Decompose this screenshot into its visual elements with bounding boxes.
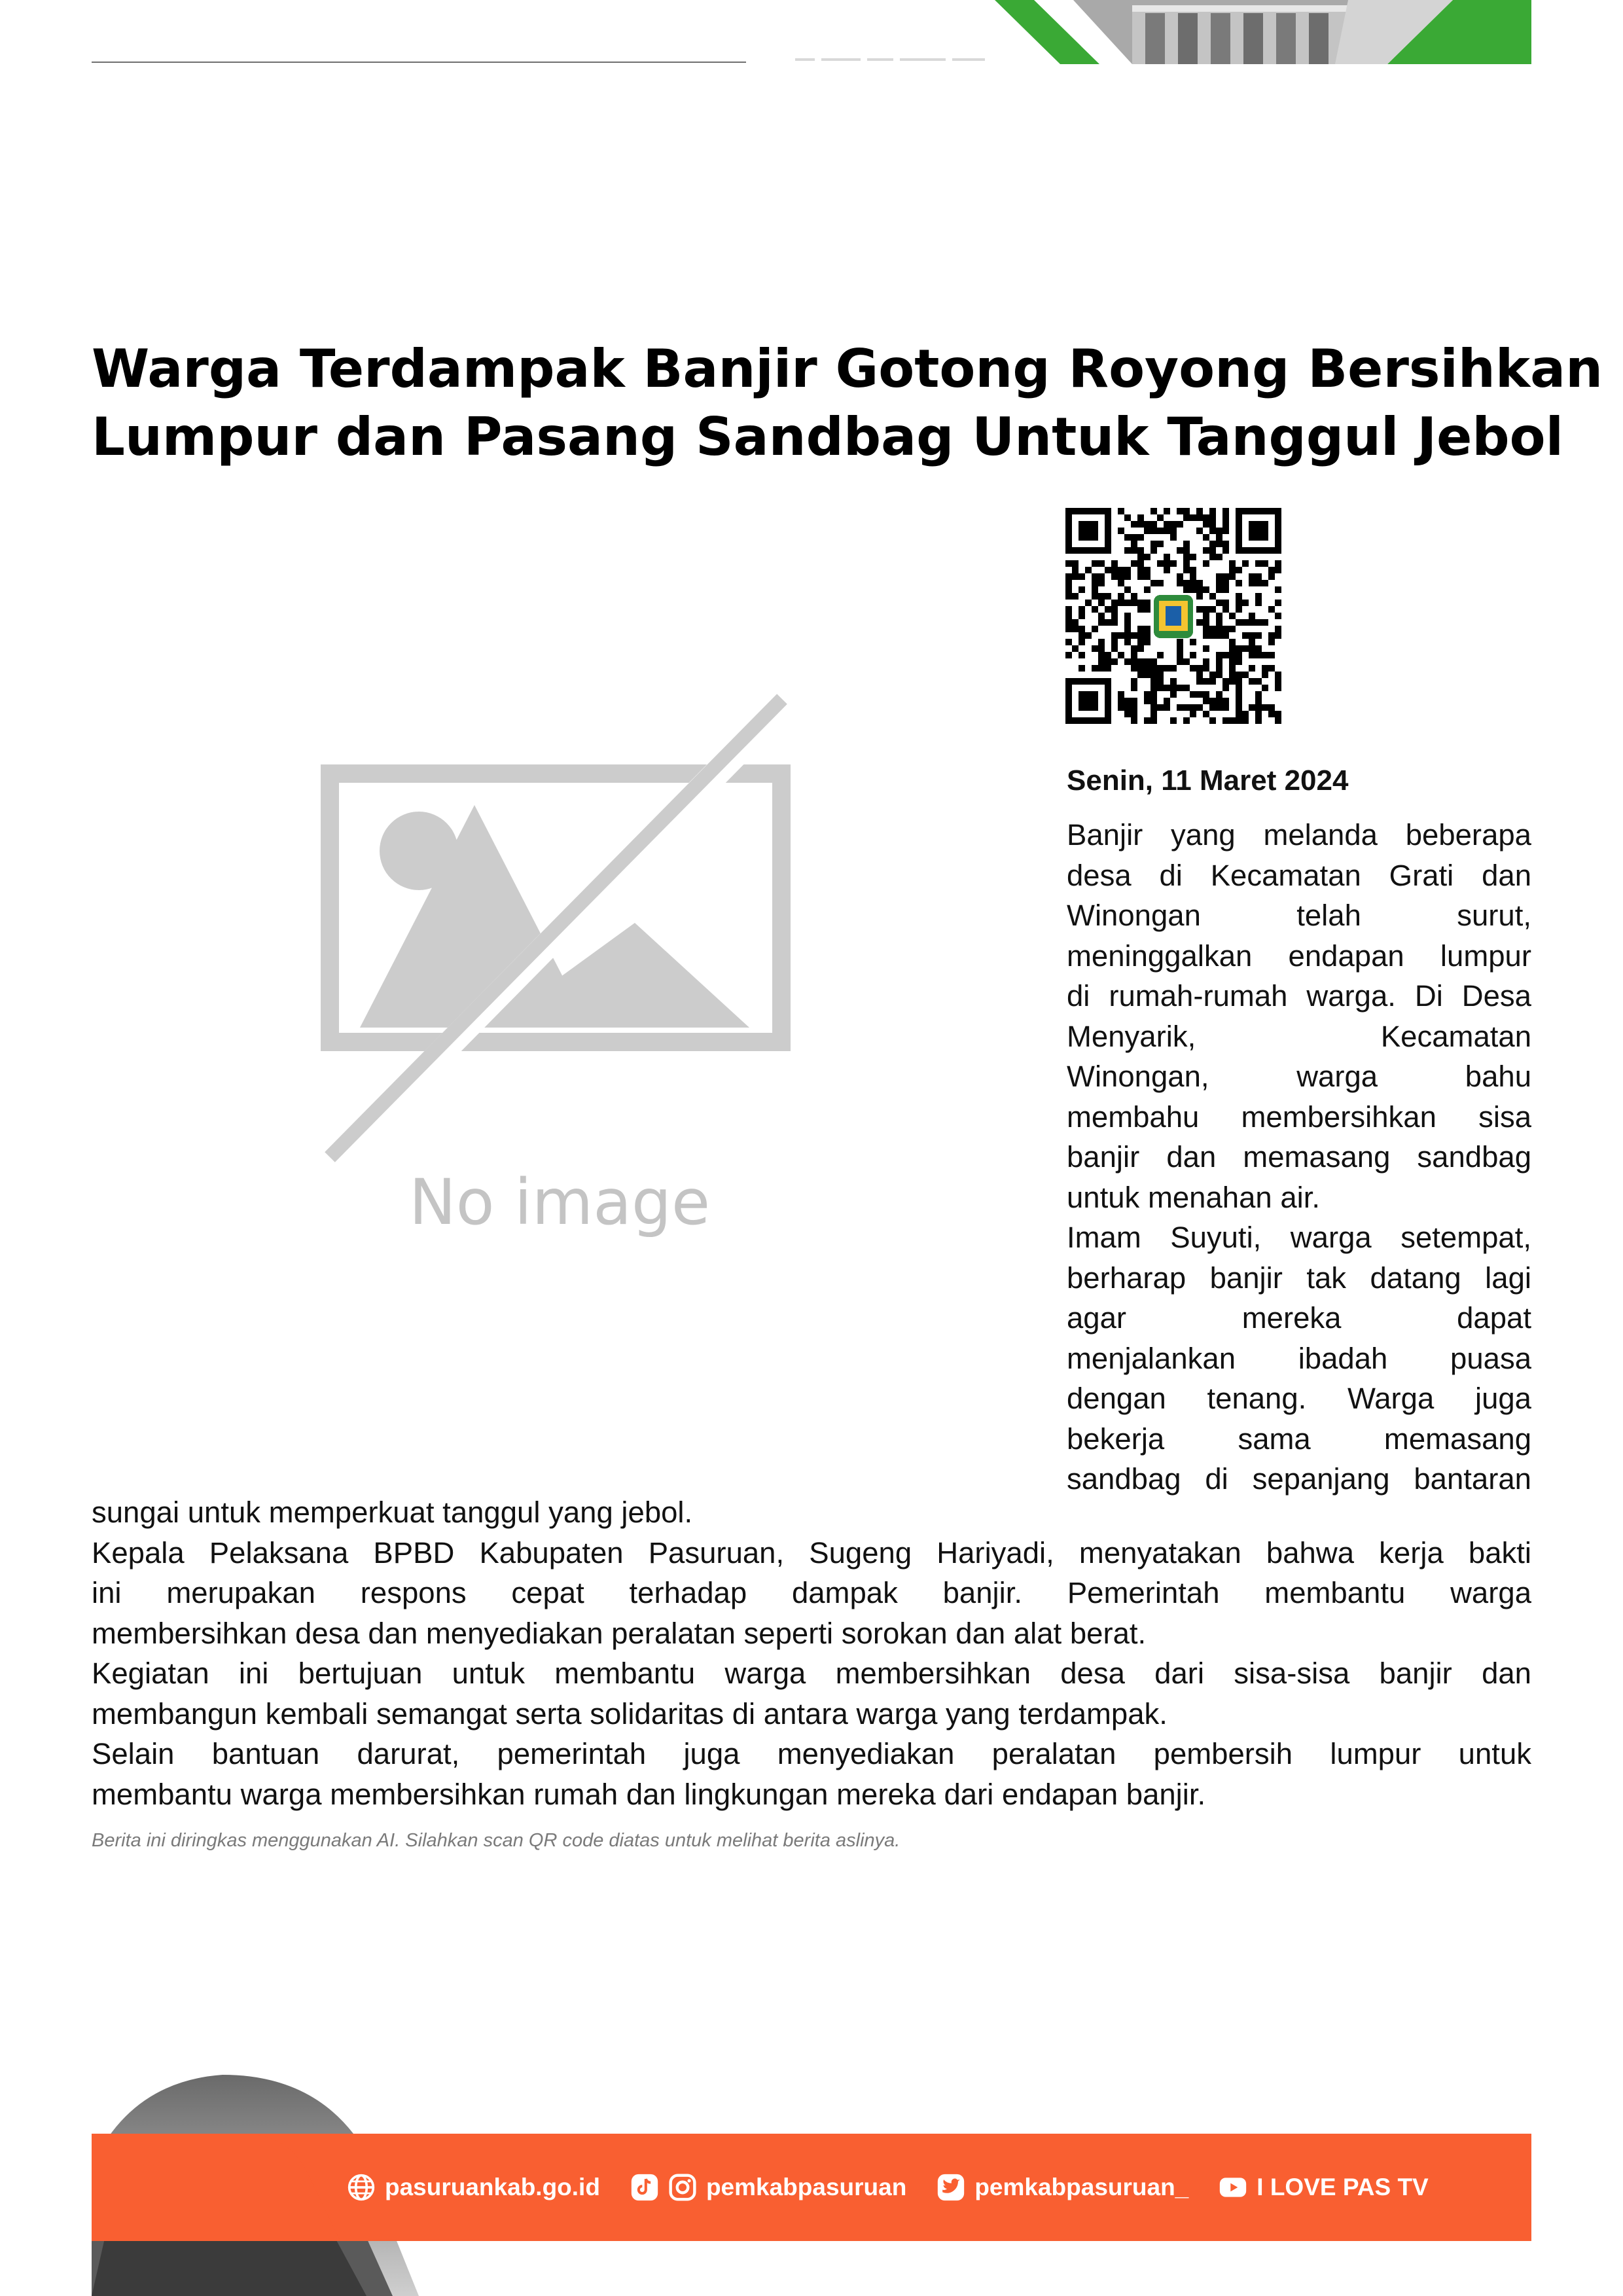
header-faint-text xyxy=(795,54,991,65)
qr-logo-emblem xyxy=(1154,595,1193,638)
header-rule xyxy=(92,62,746,63)
article-date: Senin, 11 Maret 2024 xyxy=(1067,764,1349,797)
footer-tiktok-instagram-text: pemkabpasuruan xyxy=(705,2174,907,2200)
body-text-line: Kegiatan ini bertujuan untuk membantu warga membersihkan desa dari sisa-sisa banjir dan xyxy=(92,1657,1531,1690)
twitter-icon xyxy=(936,2173,965,2202)
body-text-line: Selain bantuan darurat, pemerintah juga menyediakan peralatan pembersih lumpur untuk xyxy=(92,1737,1531,1770)
article-body-right-column xyxy=(1067,815,1531,1499)
body-text-line: membersihkan desa dan menyediakan peralatan seperti sorokan dan alat berat. xyxy=(92,1616,1147,1650)
instagram-icon xyxy=(668,2173,697,2202)
footer-website-text: pasuruankab.go.id xyxy=(385,2174,600,2200)
body-text-line: di rumah-rumah warga. Di Desa xyxy=(1067,979,1531,1013)
footer-youtube-link[interactable] xyxy=(1219,2173,1428,2202)
footer-tiktok-instagram-link[interactable] xyxy=(630,2173,906,2202)
body-text-line: Kepala Pelaksana BPBD Kabupaten Pasuruan, Sugeng Hariyadi, menyatakan bahwa kerja bakti xyxy=(92,1535,1531,1570)
qr-code[interactable] xyxy=(1065,508,1281,724)
header-building-banner xyxy=(995,0,1531,64)
body-text-line: banjir dan memasang sandbag xyxy=(1067,1140,1531,1174)
footer-social-links xyxy=(347,2169,1429,2206)
body-text-line: sungai untuk memperkuat tanggul yang jebol. xyxy=(92,1496,693,1529)
body-text-line: Imam Suyuti, warga setempat, xyxy=(1067,1221,1531,1254)
body-text-line: berharap banjir tak datang lagi xyxy=(1067,1261,1531,1295)
footer-website-link[interactable] xyxy=(347,2173,600,2202)
body-text-line: Winongan telah surut, xyxy=(1067,899,1531,932)
body-text-line: menjalankan ibadah puasa xyxy=(1067,1341,1531,1375)
body-text-line: membahu membersihkan sisa xyxy=(1067,1100,1531,1134)
footer-youtube-text: I LOVE PAS TV xyxy=(1257,2174,1429,2200)
youtube-icon xyxy=(1219,2173,1247,2202)
article-body-full-width xyxy=(92,1492,1531,1814)
article-title xyxy=(92,335,1603,471)
ai-disclaimer: Berita ini diringkas menggunakan AI. Silahkan scan QR code diatas untuk melihat berita aslinya. xyxy=(92,1830,901,1851)
title-line-1: Warga Terdampak Banjir Gotong Royong Bersihkan xyxy=(92,338,1603,399)
body-text-line: ini merupakan respons cepat terhadap dampak banjir. Pemerintah membantu warga xyxy=(92,1576,1531,1609)
body-text-line: Winongan, warga bahu xyxy=(1067,1060,1531,1093)
body-text-line: untuk menahan air. xyxy=(1067,1180,1321,1214)
body-text-line: membangun kembali semangat serta solidaritas di antara warga yang terdampak. xyxy=(92,1696,1168,1731)
body-text-line: membantu warga membersihkan rumah dan lingkungan mereka dari endapan banjir. xyxy=(92,1777,1206,1811)
body-text-line: bekerja sama memasang xyxy=(1067,1422,1531,1456)
body-text-line: Banjir yang melanda beberapa xyxy=(1067,818,1531,852)
body-text-line: desa di Kecamatan Grati dan xyxy=(1067,858,1531,892)
footer-twitter-text: pemkabpasuruan_ xyxy=(974,2174,1189,2200)
globe-icon xyxy=(347,2173,376,2202)
body-text-line: meninggalkan endapan lumpur xyxy=(1067,939,1531,973)
footer-twitter-link[interactable] xyxy=(936,2173,1188,2202)
title-line-2: Lumpur dan Pasang Sandbag Untuk Tanggul Jebol xyxy=(92,406,1563,467)
article-image-placeholder xyxy=(314,687,812,1263)
body-text-line: dengan tenang. Warga juga xyxy=(1067,1382,1531,1415)
body-text-line: agar mereka dapat xyxy=(1067,1301,1531,1335)
tiktok-icon xyxy=(630,2173,659,2202)
body-text-line: Menyarik, Kecamatan xyxy=(1067,1019,1531,1053)
no-image-label: No image xyxy=(408,1166,711,1239)
body-text-line: sandbag di sepanjang bantaran xyxy=(1067,1462,1531,1496)
